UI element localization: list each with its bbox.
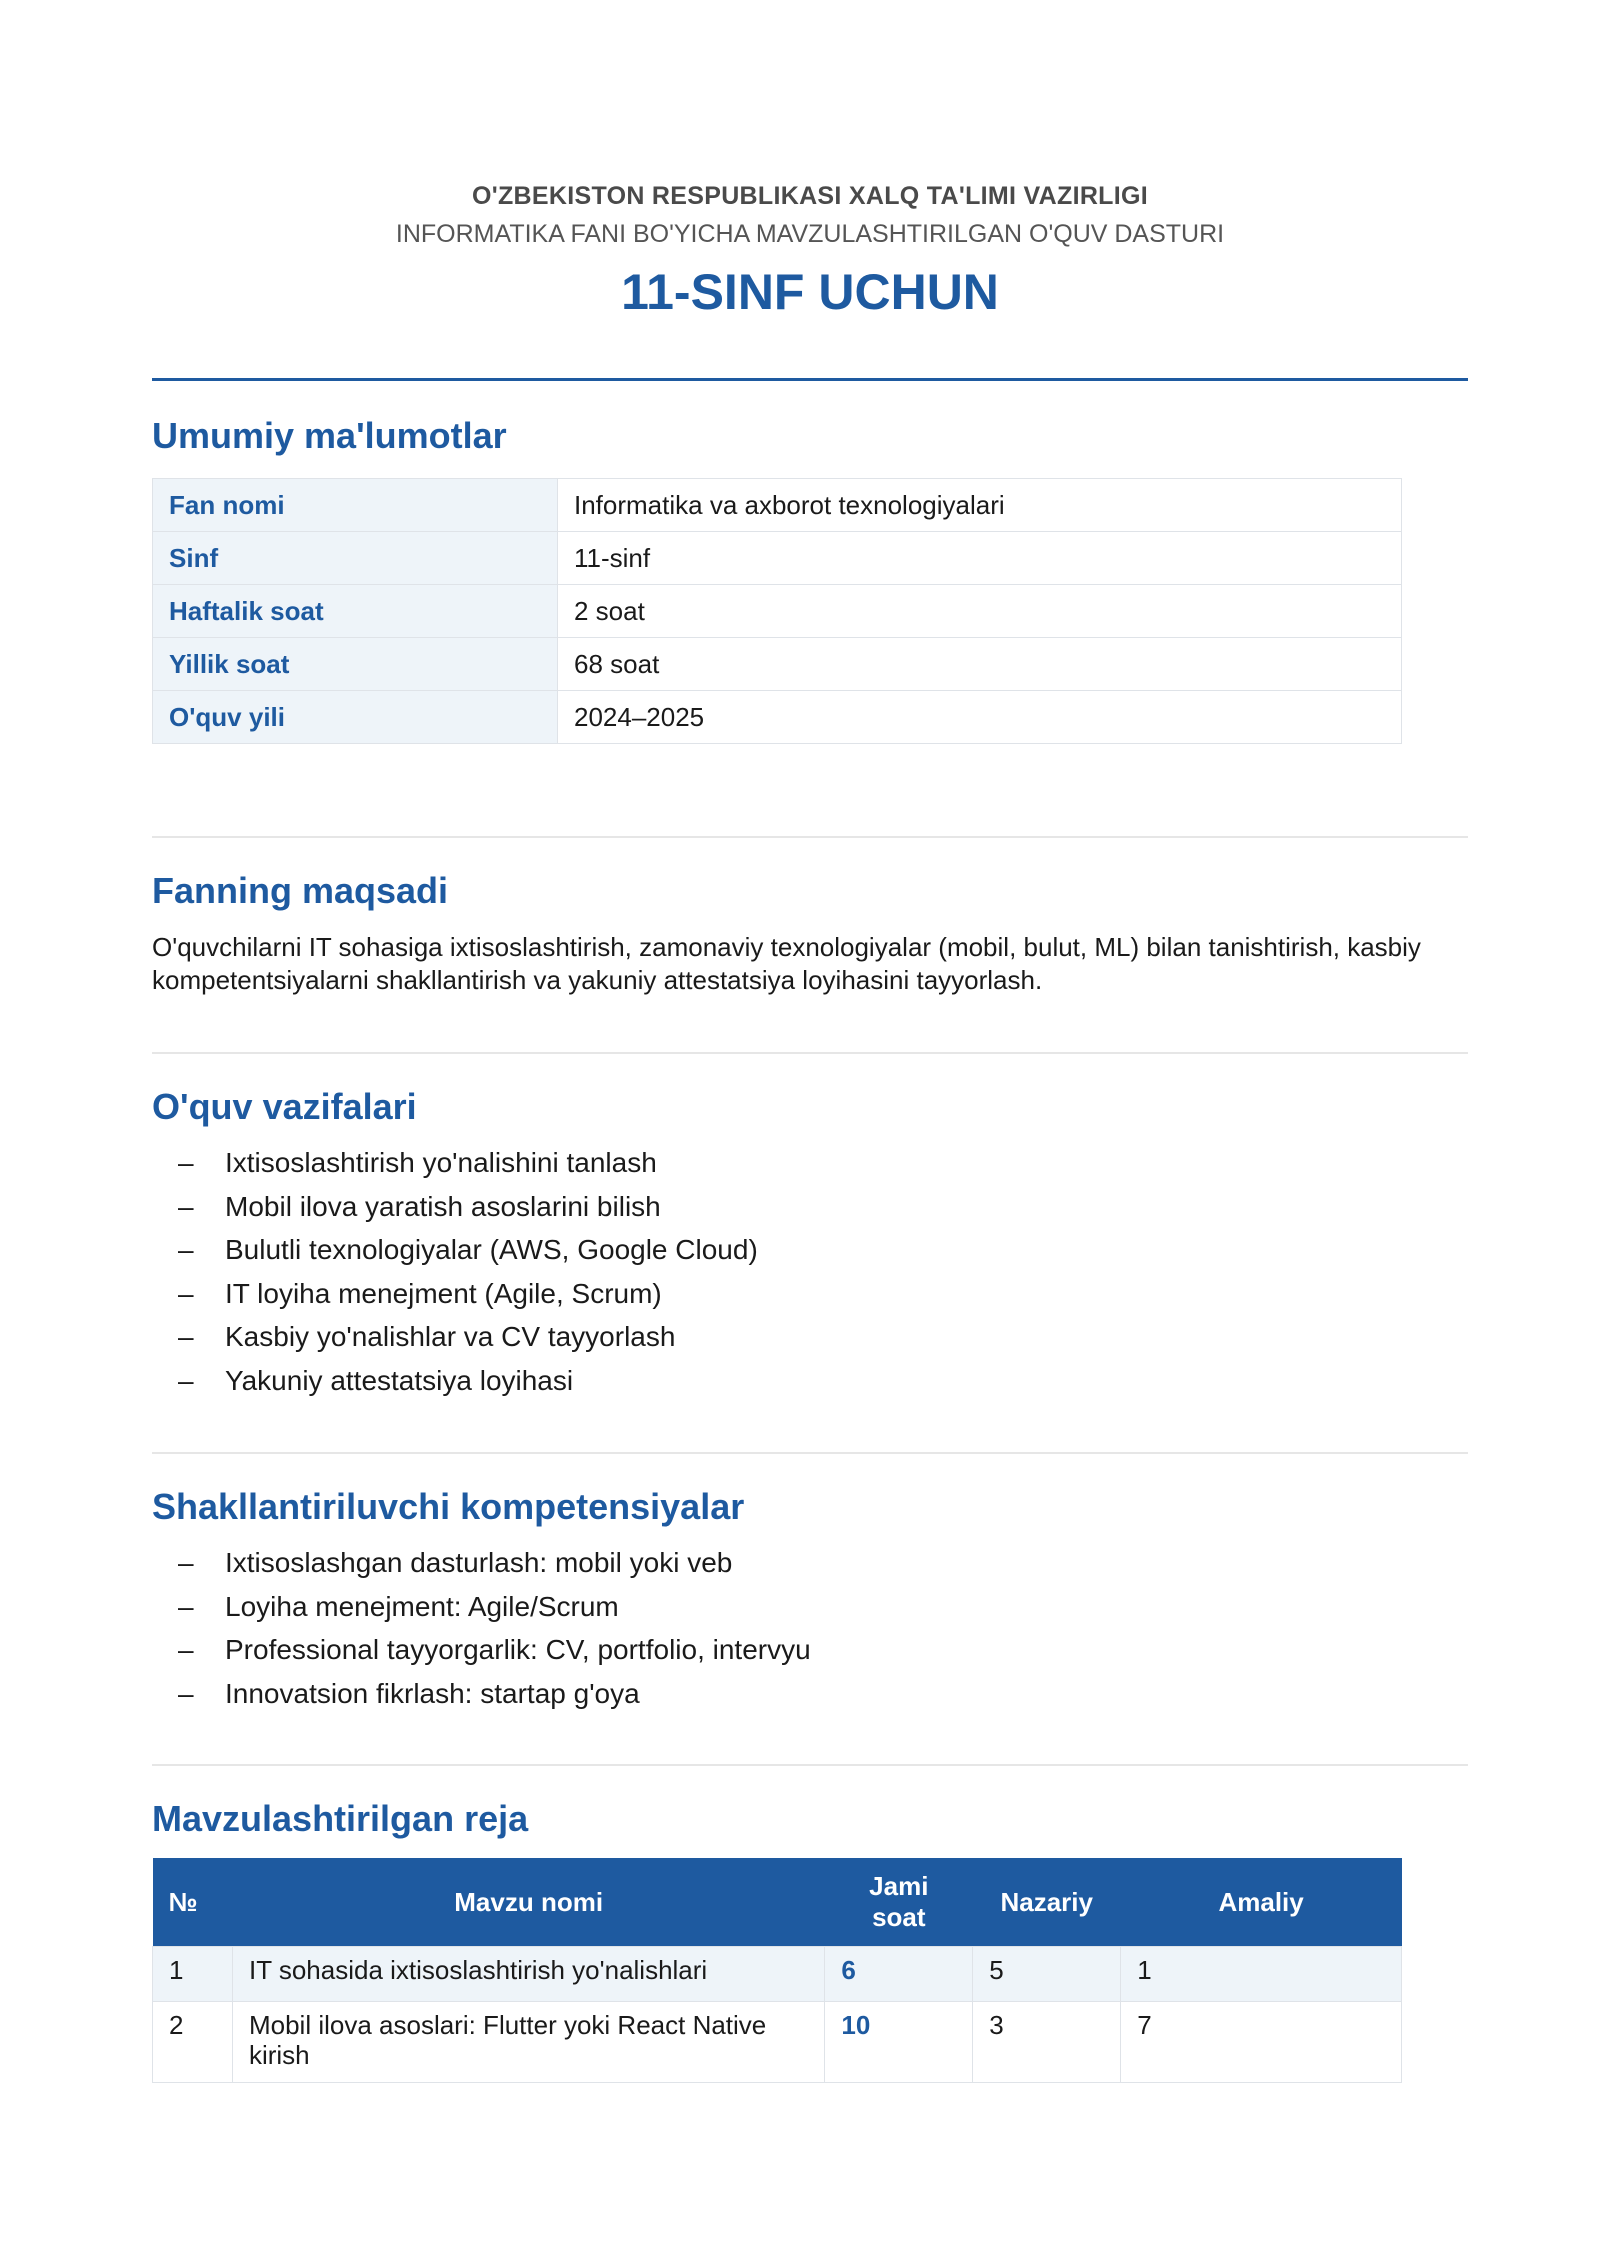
column-header-topic: Mavzu nomi bbox=[232, 1858, 824, 1947]
list-item-text: Kasbiy yo'nalishlar va CV tayyorlash bbox=[225, 1321, 676, 1352]
document-header bbox=[152, 0, 1468, 324]
competencies-heading: Shakllantiriluvchi kompetensiyalar bbox=[152, 1486, 745, 1527]
dash-bullet: – bbox=[178, 1364, 194, 1396]
list-item bbox=[152, 1141, 758, 1185]
header-divider bbox=[152, 378, 1468, 381]
list-item bbox=[152, 1315, 758, 1359]
info-key: Sinf bbox=[153, 532, 558, 585]
info-value: 2 soat bbox=[558, 585, 1402, 638]
table-row bbox=[153, 691, 1402, 744]
general-info-table bbox=[152, 478, 1402, 744]
section-divider bbox=[152, 1764, 1468, 1766]
row-theory-hours: 5 bbox=[973, 1947, 1121, 2002]
row-total-hours: 6 bbox=[825, 1947, 973, 2002]
column-header-number: № bbox=[153, 1858, 233, 1947]
tasks-heading: O'quv vazifalari bbox=[152, 1086, 417, 1127]
section-divider bbox=[152, 1052, 1468, 1054]
info-value: 2024–2025 bbox=[558, 691, 1402, 744]
list-item bbox=[152, 1541, 811, 1585]
thematic-plan-table bbox=[152, 1858, 1402, 2083]
row-number: 2 bbox=[153, 2002, 233, 2083]
row-theory-hours: 3 bbox=[973, 2002, 1121, 2083]
column-header-theory: Nazariy bbox=[973, 1858, 1121, 1947]
column-header-total-hours bbox=[825, 1858, 973, 1947]
total-hours-label-line1: Jami bbox=[869, 1871, 929, 1901]
general-info-heading: Umumiy ma'lumotlar bbox=[152, 415, 507, 456]
dash-bullet: – bbox=[178, 1677, 194, 1709]
table-row bbox=[153, 2002, 1402, 2083]
list-item bbox=[152, 1185, 758, 1229]
list-item-text: Bulutli texnologiyalar (AWS, Google Cloud) bbox=[225, 1234, 758, 1265]
info-value: 11-sinf bbox=[558, 532, 1402, 585]
info-value: Informatika va axborot texnologiyalari bbox=[558, 479, 1402, 532]
info-key: Haftalik soat bbox=[153, 585, 558, 638]
section-divider bbox=[152, 1452, 1468, 1454]
row-number: 1 bbox=[153, 1947, 233, 2002]
row-practice-hours: 7 bbox=[1121, 2002, 1402, 2083]
table-header-row bbox=[153, 1858, 1402, 1947]
dash-bullet: – bbox=[178, 1634, 194, 1665]
table-row bbox=[153, 585, 1402, 638]
info-key: Yillik soat bbox=[153, 638, 558, 691]
total-hours-label-line2: soat bbox=[872, 1902, 926, 1932]
dash-bullet: – bbox=[178, 1321, 194, 1352]
dash-bullet: – bbox=[178, 1234, 194, 1265]
dash-bullet: – bbox=[178, 1277, 194, 1309]
dash-bullet: – bbox=[178, 1147, 194, 1178]
goal-text: O'quvchilarni IT sohasiga ixtisoslashtirish, zamonaviy texnologiyalar (mobil, bulut, ML) bilan tanishtirish, kasbiy kompetentsiyalarni shakllantirish va yakuniy attestatsiya loyihasini tayyorlash. bbox=[152, 932, 1421, 995]
list-item bbox=[152, 1272, 758, 1316]
row-practice-hours: 1 bbox=[1121, 1947, 1402, 2002]
competencies-list bbox=[152, 1541, 811, 1715]
list-item-text: IT loyiha menejment (Agile, Scrum) bbox=[225, 1277, 662, 1309]
program-title: INFORMATIKA FANI BO'YICHA MAVZULASHTIRILGAN O'QUV DASTURI bbox=[395, 220, 1225, 248]
dash-bullet: – bbox=[178, 1190, 194, 1222]
list-item bbox=[152, 1672, 811, 1716]
table-row bbox=[153, 532, 1402, 585]
dash-bullet: – bbox=[178, 1547, 194, 1578]
list-item-text: Ixtisoslashtirish yo'nalishini tanlash bbox=[225, 1147, 657, 1178]
grade-title: 11-SINF UCHUN bbox=[621, 264, 999, 320]
list-item bbox=[152, 1359, 758, 1403]
row-topic: IT sohasida ixtisoslashtirish yo'nalishlari bbox=[232, 1947, 824, 2002]
table-row bbox=[153, 1947, 1402, 2002]
info-key: O'quv yili bbox=[153, 691, 558, 744]
list-item-text: Mobil ilova yaratish asoslarini bilish bbox=[225, 1190, 661, 1222]
dash-bullet: – bbox=[178, 1590, 194, 1622]
section-divider bbox=[152, 836, 1468, 838]
info-key: Fan nomi bbox=[153, 479, 558, 532]
list-item bbox=[152, 1628, 811, 1672]
column-header-practice: Amaliy bbox=[1121, 1858, 1402, 1947]
row-topic: Mobil ilova asoslari: Flutter yoki React Native kirish bbox=[232, 2002, 824, 2083]
tasks-list bbox=[152, 1141, 758, 1402]
list-item-text: Yakuniy attestatsiya loyihasi bbox=[225, 1364, 574, 1396]
list-item bbox=[152, 1228, 758, 1272]
plan-heading: Mavzulashtirilgan reja bbox=[152, 1798, 529, 1839]
table-row bbox=[153, 638, 1402, 691]
list-item-text: Loyiha menejment: Agile/Scrum bbox=[225, 1590, 619, 1622]
row-total-hours: 10 bbox=[825, 2002, 973, 2083]
list-item-text: Ixtisoslashgan dasturlash: mobil yoki veb bbox=[225, 1547, 733, 1578]
ministry-name: O'ZBEKISTON RESPUBLIKASI XALQ TA'LIMI VAZIRLIGI bbox=[471, 182, 1148, 210]
list-item bbox=[152, 1585, 811, 1629]
list-item-text: Professional tayyorgarlik: CV, portfolio, intervyu bbox=[225, 1634, 811, 1665]
document-page bbox=[152, 0, 1468, 2070]
goal-heading: Fanning maqsadi bbox=[152, 870, 449, 911]
list-item-text: Innovatsion fikrlash: startap g'oya bbox=[225, 1677, 640, 1709]
info-value: 68 soat bbox=[558, 638, 1402, 691]
table-row bbox=[153, 479, 1402, 532]
